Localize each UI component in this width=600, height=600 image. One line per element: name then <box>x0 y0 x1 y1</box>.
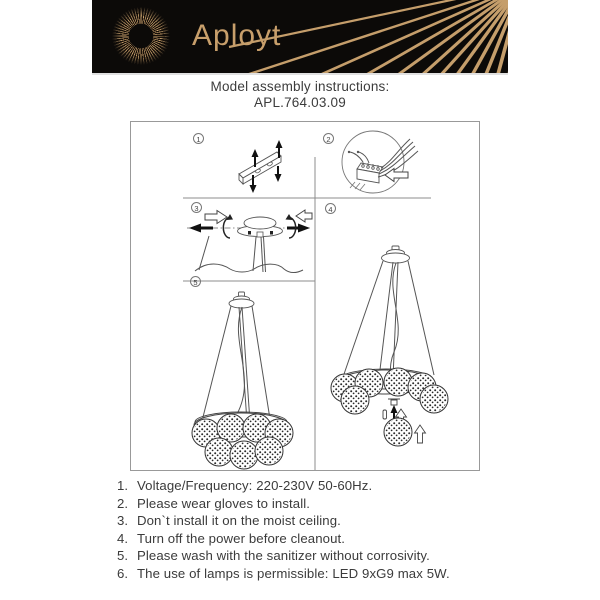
item-number: 1. <box>117 478 129 493</box>
instruction-list <box>117 477 450 583</box>
step-1-badge: 1 <box>193 133 204 144</box>
item-text: Please wash with the sanitizer without corrosivity. <box>137 548 430 564</box>
list-item <box>117 547 450 565</box>
list-item <box>117 495 450 513</box>
item-text: The use of lamps is permissible: LED 9xG9 max 5W. <box>137 565 450 581</box>
brand-wordmark: Aployt <box>192 19 282 52</box>
page-title: Model assembly instructions: <box>210 79 390 94</box>
item-text: Turn off the power before cleanout. <box>137 530 346 546</box>
step-4-badge: 4 <box>325 203 336 214</box>
item-number: 6. <box>117 565 129 581</box>
diagram-drawing <box>131 122 479 470</box>
item-number: 3. <box>117 513 129 529</box>
list-item <box>117 512 450 530</box>
pull-left-arrow-icon <box>189 224 213 233</box>
slide-right-arrow-icon <box>205 211 227 224</box>
step-5-badge: 5 <box>190 276 201 287</box>
item-text: Voltage/Frequency: 220-230V 50-60Hz. <box>137 478 373 493</box>
title-block <box>0 79 600 110</box>
panel-1-bracket-drawing <box>239 140 283 193</box>
shade-up-arrow-icon <box>415 425 426 443</box>
item-text: Don`t install it on the moist ceiling. <box>137 513 341 529</box>
assembly-diagram <box>130 121 480 471</box>
insert-arrow-icon <box>385 169 408 182</box>
step-2-badge: 2 <box>323 133 334 144</box>
panel-4-shade-install-drawing <box>331 246 448 446</box>
item-number: 5. <box>117 548 129 564</box>
item-number: 2. <box>117 495 129 511</box>
item-text: Please wear gloves to install. <box>137 495 311 511</box>
panel-2-wiring-drawing <box>342 131 418 193</box>
item-number: 4. <box>117 530 129 546</box>
rays-decoration-icon <box>92 0 508 73</box>
model-number: APL.764.03.09 <box>254 94 346 110</box>
step-3-badge: 3 <box>191 202 202 213</box>
panel-5-assembled-drawing <box>192 292 293 469</box>
list-item <box>117 565 450 583</box>
panel-3-canopy-drawing <box>187 210 312 273</box>
slide-left-arrow-icon <box>296 210 312 222</box>
list-item <box>117 530 450 548</box>
list-item <box>117 477 450 495</box>
brand-banner <box>92 0 508 73</box>
pull-right-arrow-icon <box>287 224 310 233</box>
